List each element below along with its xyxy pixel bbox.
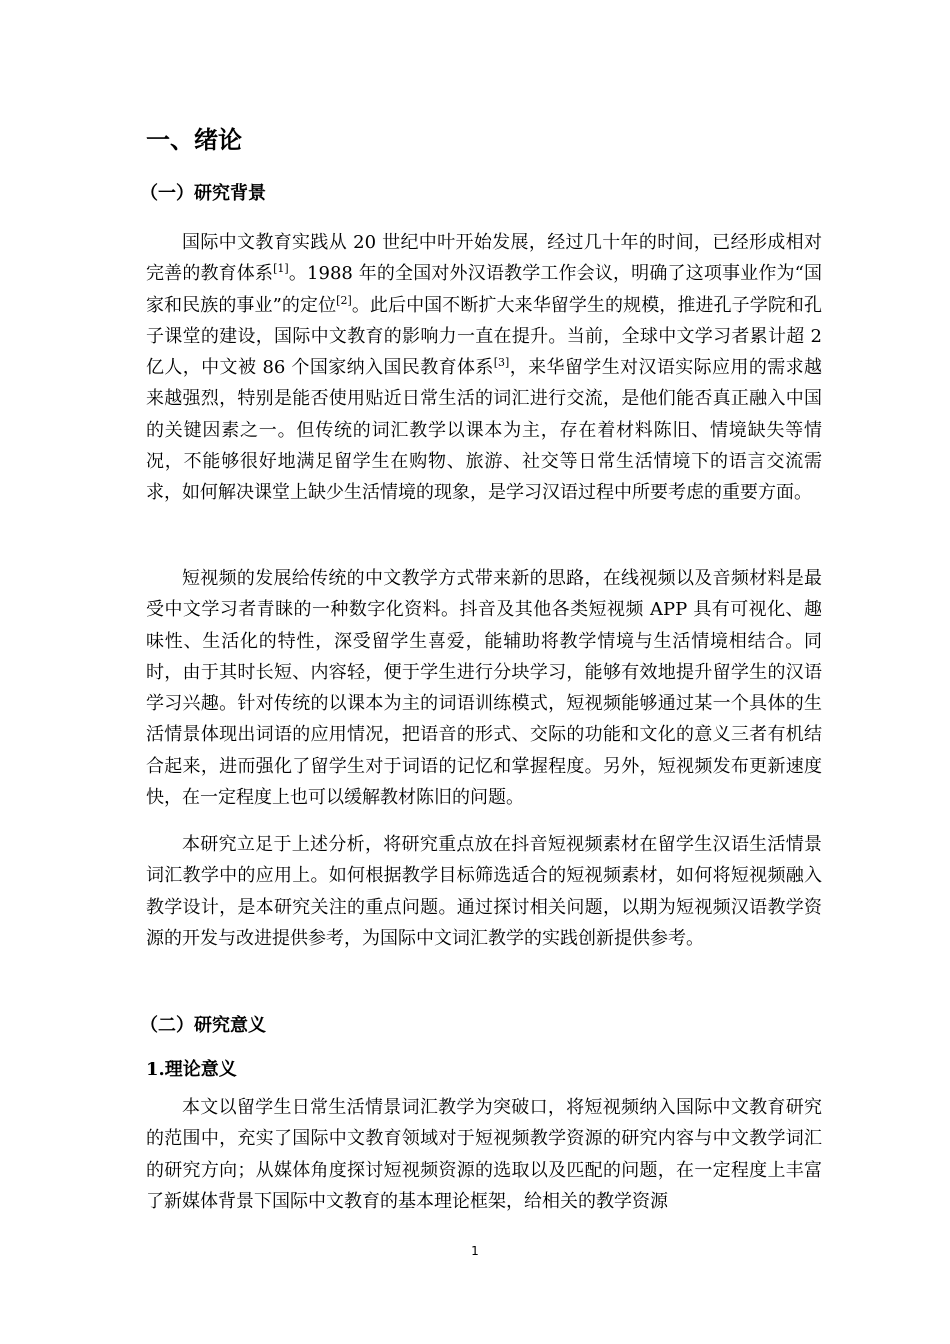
citation-ref-1: [1]	[273, 262, 289, 276]
paragraph-text: ，来华留学生对汉语实际应用的需求越来越强烈，特别是能否使用贴近日常生活的词汇进行交流，是他们能否真正融入中国的关键因素之一。但传统的词汇教学以课本为主，存在着材料陈旧、情境缺失等情况，不能够很好地满足留学生在购物、旅游、社交等日常生活情境下的语言交流需求，如何解决课堂上缺少生活情境的现象，是学习汉语过程中所要考虑的重要方面。	[146, 357, 822, 504]
paragraph-text: 。1988 年的全国对外汉语教学工作会议，明确了这项事业作为“国家和民族的事业”的定位	[146, 263, 823, 316]
section-title-significance: （二）研究意义	[140, 1015, 266, 1036]
paragraph-theory-1: 本文以留学生日常生活情景词汇教学为突破口，将短视频纳入国际中文教育研究的范围中，充实了国际中文教育领域对于短视频教学资源的研究内容与中文教学词汇的研究方向；从媒体角度探讨短视频资源的选取以及匹配的问题，在一定程度上丰富了新媒体背景下国际中文教育的基本理论框架，给相关的教学资源	[146, 1097, 822, 1212]
citation-ref-3: [3]	[493, 356, 510, 370]
paragraph-text: 国际中文教育实践从 20 世纪中叶开始发展，经过几十年的时间，已经形成相对完善的教育体系	[146, 232, 822, 285]
section-title-background: （一）研究背景	[140, 183, 266, 204]
page-number: 1	[471, 1244, 479, 1258]
paragraph-text: 。此后中国不断扩大来华留学生的规模，推进孔子学院和孔子课堂的建设，国际中文教育的影响力一直在提升。当前，全球中文学习者累计超 2 亿人，中文被 86 个国家纳入国民教育体系	[146, 294, 822, 379]
subsection-title-theory: 1.理论意义	[146, 1059, 237, 1080]
paragraph-background-3: 本研究立足于上述分析，将研究重点放在抖音短视频素材在留学生汉语生活情景词汇教学中的应用上。如何根据教学目标筛选适合的短视频素材，如何将短视频融入教学设计，是本研究关注的重点问题。通过探讨相关问题，以期为短视频汉语教学资源的开发与改进提供参考，为国际中文词汇教学的实践创新提供参考。	[146, 834, 822, 949]
citation-ref-2: [2]	[336, 293, 352, 307]
chapter-heading: 一、绪论	[146, 126, 242, 154]
paragraph-background-2: 短视频的发展给传统的中文教学方式带来新的思路，在线视频以及音频材料是最受中文学习者青睐的一种数字化资料。抖音及其他各类短视频 APP 具有可视化、趣味性、生活化的特性，深受留学生喜爱，能辅助将教学情境与生活情境相结合。同时，由于其时长短、内容轻，便于学生进行分块学习，能够有效地提升留学生的汉语学习兴趣。针对传统的以课本为主的词语训练模式，短视频能够通过某一个具体的生活情景体现出词语的应用情况，把语音的形式、交际的功能和文化的意义三者有机结合起来，进而强化了留学生对于词语的记忆和掌握程度。另外，短视频发布更新速度快，在一定程度上也可以缓解教材陈旧的问题。	[146, 568, 822, 809]
paragraph-background-1	[146, 227, 822, 509]
